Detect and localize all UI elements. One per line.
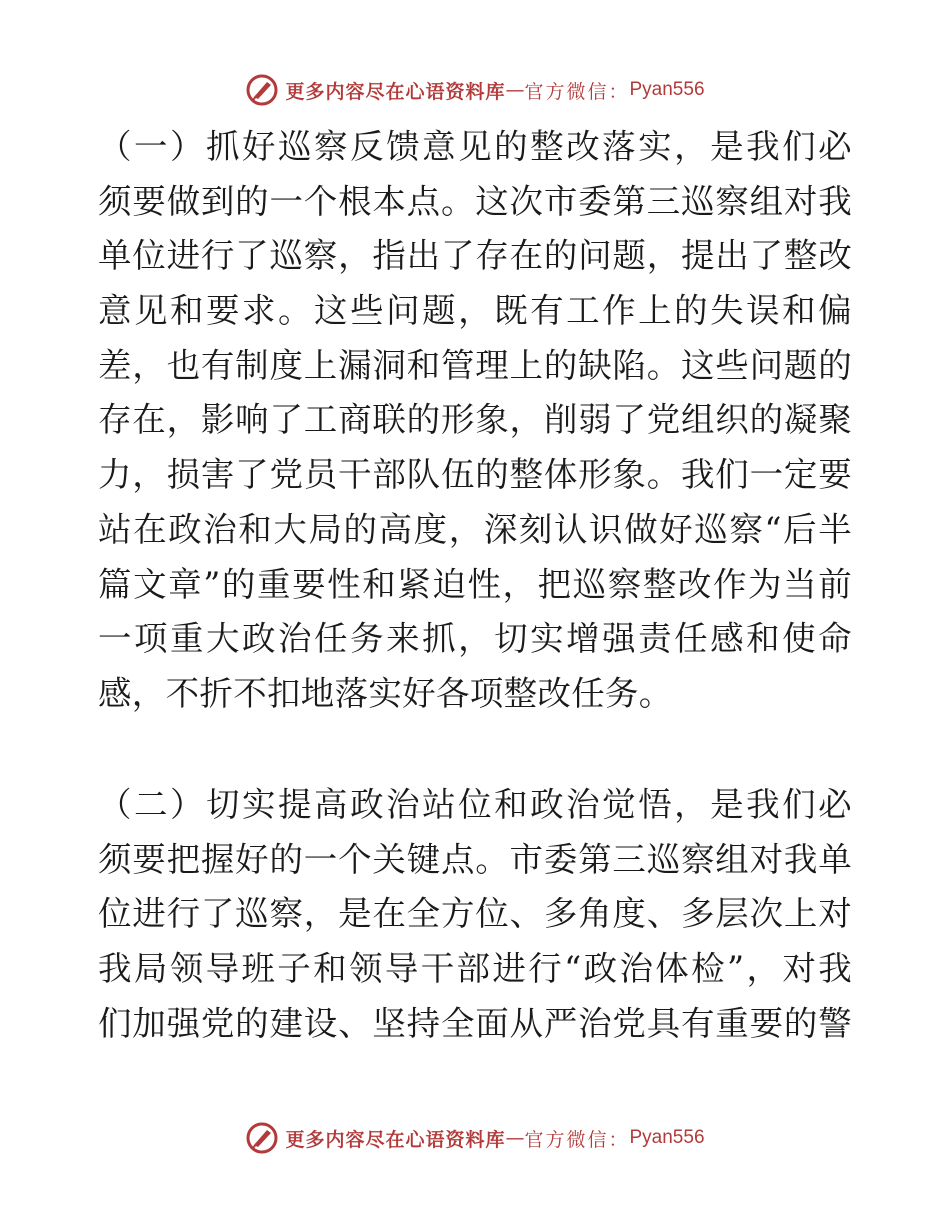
paragraph-line: （二）切实提高政治站位和政治觉悟，是我们必 [98,785,852,824]
banner-brand-text: 更多内容尽在心语资料库 [285,80,506,103]
banner-wechat-id: Pyan556 [629,79,705,100]
paragraph-line: 存在，影响了工商联的形象，削弱了党组织的凝聚 [98,400,852,440]
footer-watermark-banner [0,1118,950,1158]
banner-brand-text: 更多内容尽在心语资料库 [285,1128,506,1151]
paragraph-2 [98,778,852,1051]
paragraph-line: 一项重大政治任务来抓，切实增强责任感和使命 [98,619,852,659]
banner-wechat-id: Pyan556 [629,1127,705,1148]
paragraph-line: 须要做到的一个根本点。这次市委第三巡察组对我 [98,181,852,221]
banner-wechat-label: 官方微信： [524,80,630,103]
quill-logo-icon [245,1121,279,1155]
quill-logo-icon [245,73,279,107]
paragraph-line: 们加强党的建设、坚持全面从严治党具有重要的警 [98,1003,852,1043]
paragraph-line: 意见和要求。这些问题，既有工作上的失误和偏 [98,291,852,331]
paragraph-line: 站在政治和大局的高度，深刻认识做好巡察“后半 [98,509,852,549]
paragraph-line: （一）抓好巡察反馈意见的整改落实，是我们必 [98,127,852,166]
banner-dash: — [505,79,525,101]
banner-dash: — [505,1127,525,1149]
header-watermark-banner [0,70,950,110]
paragraph-1 [98,120,852,722]
paragraph-line: 差，也有制度上漏洞和管理上的缺陷。这些问题的 [98,345,852,385]
banner-wechat-label: 官方微信： [524,1128,630,1151]
paragraph-line: 位进行了巡察，是在全方位、多角度、多层次上对 [98,894,852,934]
paragraph-line: 感，不折不扣地落实好各项整改任务。 [98,673,673,713]
paragraph-line: 单位进行了巡察，指出了存在的问题，提出了整改 [98,236,852,276]
paragraph-line: 我局领导班子和领导干部进行“政治体检”，对我 [98,949,852,989]
paragraph-line: 力，损害了党员干部队伍的整体形象。我们一定要 [98,455,852,495]
paragraph-line: 须要把握好的一个关键点。市委第三巡察组对我单 [98,839,852,879]
paragraph-line: 篇文章”的重要性和紧迫性，把巡察整改作为当前 [98,564,852,604]
